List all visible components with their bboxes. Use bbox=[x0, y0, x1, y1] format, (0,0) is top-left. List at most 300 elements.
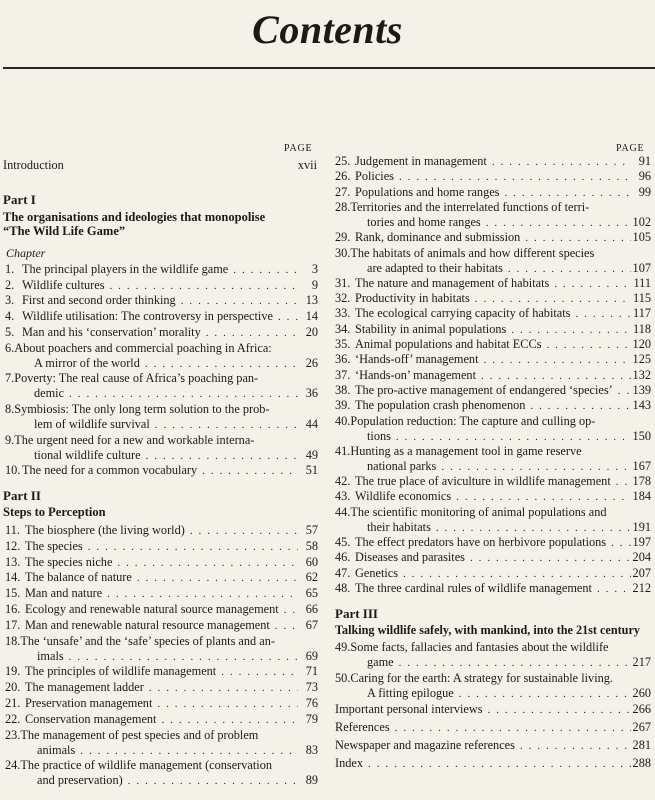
dot-leader bbox=[270, 619, 298, 634]
entry-number: 31. bbox=[335, 275, 351, 290]
entry-number: 39. bbox=[335, 398, 351, 413]
entry-title: Newspaper and magazine references bbox=[335, 738, 515, 752]
part-1-subtitle-line1: The organisations and ideologies that monopolise bbox=[3, 210, 266, 224]
entry-page: 73 bbox=[305, 680, 318, 695]
dot-leader bbox=[152, 697, 298, 712]
toc-entry-18-first-line[interactable] bbox=[5, 634, 275, 649]
entry-page: 117 bbox=[633, 306, 651, 321]
dot-leader bbox=[525, 399, 631, 414]
entry-title-continued: lem of wildlife survival bbox=[34, 416, 150, 431]
entry-page: 83 bbox=[305, 742, 318, 757]
entry-title: The habitats of animals and how different species bbox=[350, 245, 595, 260]
entry-page: 99 bbox=[638, 184, 651, 199]
dot-leader bbox=[176, 294, 298, 309]
entry-number: 35. bbox=[335, 337, 351, 351]
entry-title: Symbiosis: The only long term solution to the prob- bbox=[14, 401, 270, 416]
part-2-label: Part II bbox=[3, 488, 41, 503]
toc-entry-29[interactable] bbox=[335, 230, 651, 246]
entry-number: 14. bbox=[5, 570, 21, 585]
dot-leader bbox=[64, 650, 298, 665]
entry-number: 1. bbox=[5, 262, 15, 276]
entry-title-continued: and preservation) bbox=[37, 773, 123, 788]
entry-number: 25. bbox=[335, 154, 351, 168]
toc-entry-6[interactable] bbox=[34, 356, 318, 372]
toc-entry-40[interactable] bbox=[367, 429, 651, 445]
entry-number: 9. bbox=[5, 432, 15, 447]
entry-number: 47. bbox=[335, 565, 351, 580]
entry-title: Man and renewable natural resource management bbox=[25, 617, 270, 632]
dot-leader bbox=[606, 536, 631, 551]
entry-number: 19. bbox=[5, 664, 21, 679]
toc-entry-1[interactable] bbox=[5, 262, 318, 278]
entry-number: 13. bbox=[5, 554, 21, 569]
entry-number: 32. bbox=[335, 291, 351, 306]
toc-entry-49-first-line[interactable] bbox=[335, 640, 609, 655]
toc-entry-44-first-line[interactable] bbox=[335, 505, 607, 520]
page-column-header-left: PAGE bbox=[284, 143, 313, 154]
entry-title: The species niche bbox=[25, 554, 113, 569]
entry-title: Man and his ‘conservation’ morality bbox=[22, 324, 201, 339]
dot-leader bbox=[185, 524, 298, 539]
toc-entry-7-first-line[interactable] bbox=[5, 371, 258, 386]
toc-entry-3[interactable] bbox=[5, 293, 318, 309]
entry-number: 26. bbox=[335, 169, 351, 184]
dot-leader bbox=[481, 216, 631, 231]
entry-title: Rank, dominance and submission bbox=[355, 230, 521, 245]
toc-entry-46[interactable] bbox=[335, 550, 651, 566]
entry-page: 184 bbox=[632, 489, 651, 504]
dot-leader bbox=[216, 665, 298, 680]
dot-leader bbox=[141, 449, 298, 464]
entry-page: 9 bbox=[311, 277, 318, 292]
dot-leader bbox=[549, 277, 631, 292]
entry-title-continued: A mirror of the world bbox=[34, 355, 140, 370]
entry-page: 118 bbox=[633, 321, 651, 336]
entry-title: The three cardinal rules of wildlife management bbox=[355, 580, 592, 595]
dot-leader bbox=[506, 323, 631, 338]
part-1-label: Part I bbox=[3, 192, 36, 207]
entry-title: Genetics bbox=[355, 565, 399, 580]
toc-entry-18[interactable] bbox=[37, 649, 318, 665]
entry-page: 69 bbox=[305, 648, 318, 663]
entry-number: 8. bbox=[5, 401, 15, 416]
toc-entry-27[interactable] bbox=[335, 185, 651, 201]
toc-entry-44[interactable] bbox=[367, 520, 651, 536]
toc-entry-26[interactable] bbox=[335, 169, 651, 185]
entry-title-continued: national parks bbox=[367, 458, 437, 473]
entry-page: 67 bbox=[305, 617, 318, 632]
page-column-header-right: PAGE bbox=[616, 143, 645, 154]
entry-title: Preservation management bbox=[25, 696, 153, 710]
entry-page: 58 bbox=[305, 538, 318, 553]
dot-leader bbox=[156, 713, 298, 728]
entry-page: 36 bbox=[305, 386, 318, 401]
toc-entry-32[interactable] bbox=[335, 291, 651, 307]
entry-page: 212 bbox=[632, 580, 651, 595]
toc-entry-11[interactable] bbox=[5, 523, 318, 539]
toc-entry-24[interactable] bbox=[37, 773, 318, 789]
toc-entry-20[interactable] bbox=[5, 680, 318, 696]
entry-title: The nature and management of habitats bbox=[355, 275, 550, 290]
dot-leader bbox=[123, 774, 298, 789]
entry-title: The true place of aviculture in wildlife management bbox=[355, 474, 611, 489]
entry-title: The principal players in the wildlife game bbox=[22, 262, 229, 276]
entry-title: The population crash phenomenon bbox=[355, 398, 526, 413]
toc-entry-24-first-line[interactable] bbox=[5, 758, 272, 773]
toc-entry-41[interactable] bbox=[367, 459, 651, 475]
entry-title: Judgement in management bbox=[355, 154, 487, 168]
toc-entry-13[interactable] bbox=[5, 555, 318, 571]
entry-number: 22. bbox=[5, 711, 21, 726]
toc-entry-23[interactable] bbox=[37, 743, 318, 759]
entry-title: Animal populations and habitat ECCs bbox=[355, 337, 542, 351]
toc-entry-48[interactable] bbox=[335, 581, 651, 597]
entry-title: The management ladder bbox=[25, 680, 144, 695]
toc-entry-10[interactable] bbox=[5, 463, 318, 479]
entry-title-continued: their habitats bbox=[367, 519, 431, 534]
toc-entry-33[interactable] bbox=[335, 306, 651, 322]
entry-title: Diseases and parasites bbox=[355, 550, 465, 565]
entry-title: Man and nature bbox=[25, 586, 103, 601]
entry-number: 5. bbox=[5, 324, 15, 339]
entry-page: 79 bbox=[305, 711, 318, 726]
entry-number: 34. bbox=[335, 321, 351, 336]
dot-leader bbox=[541, 338, 631, 353]
toc-entry-35[interactable] bbox=[335, 337, 651, 353]
entry-number: 48. bbox=[335, 580, 351, 595]
dot-leader bbox=[391, 430, 631, 445]
entry-page: 44 bbox=[305, 416, 318, 431]
entry-title-continued: animals bbox=[37, 742, 76, 757]
entry-page: 266 bbox=[632, 702, 651, 716]
entry-page: 132 bbox=[632, 367, 651, 382]
entry-page: 57 bbox=[305, 523, 318, 537]
dot-leader bbox=[197, 464, 298, 479]
entry-title: First and second order thinking bbox=[22, 293, 176, 308]
toc-entry-back-1[interactable] bbox=[335, 720, 651, 736]
toc-entry-38[interactable] bbox=[335, 383, 651, 399]
entry-number: 3. bbox=[5, 293, 15, 308]
entry-title: ‘Hands-on’ management bbox=[355, 367, 476, 382]
entry-number: 20. bbox=[5, 680, 21, 695]
entry-title-continued: A fitting epilogue bbox=[367, 685, 454, 700]
toc-entry-22[interactable] bbox=[5, 712, 318, 728]
dot-leader bbox=[570, 307, 631, 322]
toc-entry-5[interactable] bbox=[5, 325, 318, 341]
entry-page: 178 bbox=[632, 474, 651, 489]
dot-leader bbox=[75, 744, 298, 759]
entry-page: 204 bbox=[632, 550, 651, 565]
entry-title: Ecology and renewable natural source management bbox=[25, 602, 279, 616]
entry-number: 7. bbox=[5, 371, 15, 386]
toc-entry-9-first-line[interactable] bbox=[5, 433, 254, 448]
toc-entry-back-2[interactable] bbox=[335, 738, 651, 754]
dot-leader bbox=[499, 186, 631, 201]
dot-leader bbox=[112, 556, 298, 571]
dot-leader bbox=[83, 540, 298, 555]
toc-entry-30[interactable] bbox=[367, 261, 651, 277]
entry-page: xvii bbox=[297, 158, 317, 172]
dot-leader bbox=[390, 721, 631, 736]
dot-leader bbox=[479, 353, 632, 368]
entry-title: The practice of wildlife management (conservation bbox=[20, 758, 273, 773]
entry-title: Caring for the earth: A strategy for sustainable living. bbox=[350, 670, 613, 685]
toc-entry-15[interactable] bbox=[5, 586, 318, 602]
entry-number: 21. bbox=[5, 696, 21, 710]
dot-leader bbox=[279, 603, 298, 618]
entry-title: Important personal interviews bbox=[335, 702, 483, 716]
entry-page: 260 bbox=[632, 685, 651, 700]
entry-title: Population reduction: The capture and culling op- bbox=[350, 413, 596, 428]
toc-entry-16[interactable] bbox=[5, 602, 318, 618]
entry-number: 6. bbox=[5, 340, 15, 355]
toc-entry-21[interactable] bbox=[5, 696, 318, 712]
dot-leader bbox=[140, 357, 298, 372]
toc-entry-back-3[interactable] bbox=[335, 756, 651, 772]
entry-number: 15. bbox=[5, 586, 21, 601]
entry-title-continued: demic bbox=[34, 386, 65, 401]
toc-entry-34[interactable] bbox=[335, 322, 651, 338]
entry-number: 23. bbox=[5, 727, 21, 742]
dot-leader bbox=[102, 587, 298, 602]
entry-number: 11. bbox=[5, 523, 20, 537]
toc-entry-6-first-line[interactable] bbox=[5, 341, 272, 356]
entry-number: 40. bbox=[335, 413, 351, 428]
entry-number: 28. bbox=[335, 199, 351, 214]
entry-page: 26 bbox=[305, 355, 318, 370]
entry-page: 20 bbox=[305, 324, 318, 339]
entry-title: Productivity in habitats bbox=[355, 291, 470, 306]
dot-leader bbox=[431, 521, 631, 536]
entry-number: 49. bbox=[335, 640, 351, 654]
entry-page: 66 bbox=[305, 602, 318, 616]
entry-page: 13 bbox=[305, 293, 318, 308]
toc-entry-43[interactable] bbox=[335, 489, 651, 505]
entry-page: 281 bbox=[632, 738, 651, 752]
title-rule bbox=[3, 67, 655, 69]
dot-leader bbox=[150, 418, 298, 433]
toc-entry-47[interactable] bbox=[335, 566, 651, 582]
toc-entry-50-first-line[interactable] bbox=[335, 671, 613, 686]
entry-page: 89 bbox=[305, 773, 318, 788]
entry-number: 42. bbox=[335, 474, 351, 489]
entry-title: The need for a common vocabulary bbox=[22, 463, 198, 478]
entry-title: Introduction bbox=[3, 158, 64, 172]
entry-page: 139 bbox=[632, 382, 651, 397]
entry-number: 16. bbox=[5, 602, 21, 616]
dot-leader bbox=[436, 460, 631, 475]
entry-page: 71 bbox=[305, 664, 318, 679]
dot-leader bbox=[228, 263, 298, 278]
entry-page: 125 bbox=[632, 352, 651, 367]
dot-leader bbox=[487, 155, 631, 170]
toc-entry-50[interactable] bbox=[367, 686, 651, 702]
toc-entry-30-first-line[interactable] bbox=[335, 246, 594, 261]
entry-title: Conservation management bbox=[25, 711, 157, 726]
page-title: Contents bbox=[252, 7, 403, 52]
entry-number: 46. bbox=[335, 550, 351, 565]
entry-title: Policies bbox=[355, 169, 394, 184]
entry-title: References bbox=[335, 720, 390, 734]
entry-title: Wildlife utilisation: The controversy in perspective bbox=[22, 309, 273, 324]
entry-page: 65 bbox=[305, 586, 318, 601]
toc-entry-4[interactable] bbox=[5, 309, 318, 325]
entry-title: The balance of nature bbox=[25, 570, 132, 585]
entry-number: 50. bbox=[335, 670, 351, 685]
dot-leader bbox=[144, 681, 298, 696]
entry-number: 38. bbox=[335, 382, 351, 397]
toc-entry-12[interactable] bbox=[5, 539, 318, 555]
entry-title: Hunting as a management tool in game reserve bbox=[350, 443, 582, 458]
entry-page: 3 bbox=[311, 262, 318, 276]
dot-leader bbox=[398, 567, 631, 582]
entry-title: Territories and the interrelated functions of terri- bbox=[350, 199, 590, 214]
toc-entry-25[interactable] bbox=[335, 154, 651, 170]
entry-number: 12. bbox=[5, 538, 21, 553]
entry-number: 4. bbox=[5, 309, 15, 324]
toc-entry-8-first-line[interactable] bbox=[5, 402, 270, 417]
toc-entry-2[interactable] bbox=[5, 278, 318, 294]
entry-number: 10. bbox=[5, 463, 21, 478]
toc-entry-introduction[interactable] bbox=[3, 158, 317, 173]
entry-number: 27. bbox=[335, 184, 351, 199]
toc-entry-7[interactable] bbox=[34, 386, 318, 402]
entry-page: 102 bbox=[632, 214, 651, 229]
dot-leader bbox=[611, 475, 631, 490]
entry-title: Some facts, fallacies and fantasies about the wildlife bbox=[350, 640, 609, 654]
entry-title: The management of pest species and of problem bbox=[20, 727, 259, 742]
toc-entry-14[interactable] bbox=[5, 570, 318, 586]
entry-page: 91 bbox=[638, 154, 651, 168]
part-3-subtitle: Talking wildlife safely, with mankind, into the 21st century bbox=[335, 623, 640, 637]
entry-number: 18. bbox=[5, 633, 21, 648]
dot-leader bbox=[363, 757, 631, 772]
entry-number: 33. bbox=[335, 306, 351, 321]
entry-title-continued: tories and home ranges bbox=[367, 214, 481, 229]
entry-title: The ‘unsafe’ and the ‘safe’ species of plants and an- bbox=[20, 633, 275, 648]
dot-leader bbox=[470, 292, 631, 307]
toc-entry-17[interactable] bbox=[5, 618, 318, 634]
entry-number: 45. bbox=[335, 535, 351, 549]
entry-page: 105 bbox=[632, 230, 651, 245]
dot-leader bbox=[64, 387, 298, 402]
toc-entry-36[interactable] bbox=[335, 352, 651, 368]
toc-entry-41-first-line[interactable] bbox=[335, 444, 582, 459]
entry-title: The urgent need for a new and workable interna- bbox=[14, 432, 255, 447]
toc-entry-19[interactable] bbox=[5, 664, 318, 680]
toc-entry-9[interactable] bbox=[34, 448, 318, 464]
dot-leader bbox=[465, 551, 631, 566]
toc-entry-42[interactable] bbox=[335, 474, 651, 490]
entry-number: 41. bbox=[335, 443, 351, 458]
entry-page: 288 bbox=[632, 756, 651, 770]
entry-page: 120 bbox=[632, 337, 651, 351]
dot-leader bbox=[394, 656, 631, 671]
dot-leader bbox=[515, 739, 631, 754]
toc-entry-45[interactable] bbox=[335, 535, 651, 551]
entry-page: 14 bbox=[305, 309, 318, 324]
entry-number: 29. bbox=[335, 230, 351, 245]
entry-number: 2. bbox=[5, 277, 15, 292]
entry-number: 43. bbox=[335, 489, 351, 504]
entry-title-continued: imals bbox=[37, 648, 64, 663]
dot-leader bbox=[476, 369, 631, 384]
dot-leader bbox=[503, 262, 631, 277]
entry-title: The pro-active management of endangered ‘species’ bbox=[355, 382, 613, 397]
entry-page: 51 bbox=[305, 463, 318, 478]
dot-leader bbox=[592, 582, 631, 597]
entry-title: Wildlife economics bbox=[355, 489, 452, 504]
dot-leader bbox=[454, 687, 631, 702]
entry-title: The ecological carrying capacity of habitats bbox=[355, 306, 571, 321]
toc-entry-28[interactable] bbox=[367, 215, 651, 231]
toc-entry-28-first-line[interactable] bbox=[335, 200, 589, 215]
toc-entry-49[interactable] bbox=[367, 655, 651, 671]
part-3-label: Part III bbox=[335, 606, 378, 621]
entry-page: 267 bbox=[632, 720, 651, 734]
entry-title: The principles of wildlife management bbox=[25, 664, 217, 679]
entry-number: 36. bbox=[335, 352, 351, 367]
entry-page: 62 bbox=[305, 570, 318, 585]
entry-title: The effect predators have on herbivore populations bbox=[355, 535, 607, 549]
toc-entry-39[interactable] bbox=[335, 398, 651, 414]
entry-page: 107 bbox=[632, 260, 651, 275]
entry-page: 167 bbox=[632, 458, 651, 473]
toc-entry-37[interactable] bbox=[335, 368, 651, 384]
entry-page: 143 bbox=[632, 398, 651, 413]
entry-number: 17. bbox=[5, 617, 21, 632]
dot-leader bbox=[451, 490, 631, 505]
entry-title: Index bbox=[335, 756, 363, 770]
dot-leader bbox=[613, 384, 631, 399]
part-2-subtitle: Steps to Perception bbox=[3, 505, 106, 519]
entry-title-continued: tions bbox=[367, 428, 391, 443]
dot-leader bbox=[520, 231, 631, 246]
toc-entry-23-first-line[interactable] bbox=[5, 728, 258, 743]
dot-leader bbox=[132, 571, 298, 586]
entry-page: 217 bbox=[632, 655, 651, 669]
entry-title: The scientific monitoring of animal populations and bbox=[350, 504, 607, 519]
toc-entry-31[interactable] bbox=[335, 276, 651, 292]
dot-leader bbox=[201, 326, 298, 341]
entry-number: 44. bbox=[335, 504, 351, 519]
entry-title-continued: game bbox=[367, 655, 394, 669]
entry-title-continued: are adapted to their habitats bbox=[367, 260, 503, 275]
entry-title: About poachers and commercial poaching in Africa: bbox=[14, 340, 272, 355]
entry-title: Poverty: The real cause of Africa’s poaching pan- bbox=[14, 371, 259, 386]
entry-page: 207 bbox=[632, 565, 651, 580]
entry-number: 30. bbox=[335, 245, 351, 260]
entry-title: Populations and home ranges bbox=[355, 184, 500, 199]
dot-leader bbox=[483, 703, 631, 718]
toc-entry-40-first-line[interactable] bbox=[335, 414, 595, 429]
entry-title: The biosphere (the living world) bbox=[25, 523, 185, 537]
entry-title-continued: tional wildlife culture bbox=[34, 447, 141, 462]
toc-entry-8[interactable] bbox=[34, 417, 318, 433]
entry-title: Stability in animal populations bbox=[355, 321, 507, 336]
entry-page: 197 bbox=[632, 535, 651, 549]
entry-title: Wildlife cultures bbox=[22, 277, 105, 292]
entry-title: ‘Hands-off’ management bbox=[355, 352, 479, 367]
toc-entry-back-0[interactable] bbox=[335, 702, 651, 718]
entry-page: 96 bbox=[638, 169, 651, 184]
entry-page: 191 bbox=[632, 519, 651, 534]
entry-page: 76 bbox=[305, 696, 318, 710]
entry-page: 111 bbox=[633, 275, 651, 290]
entry-number: 24. bbox=[5, 758, 21, 773]
part-1-subtitle-line2: “The Wild Life Game” bbox=[3, 224, 126, 238]
dot-leader bbox=[273, 310, 298, 325]
